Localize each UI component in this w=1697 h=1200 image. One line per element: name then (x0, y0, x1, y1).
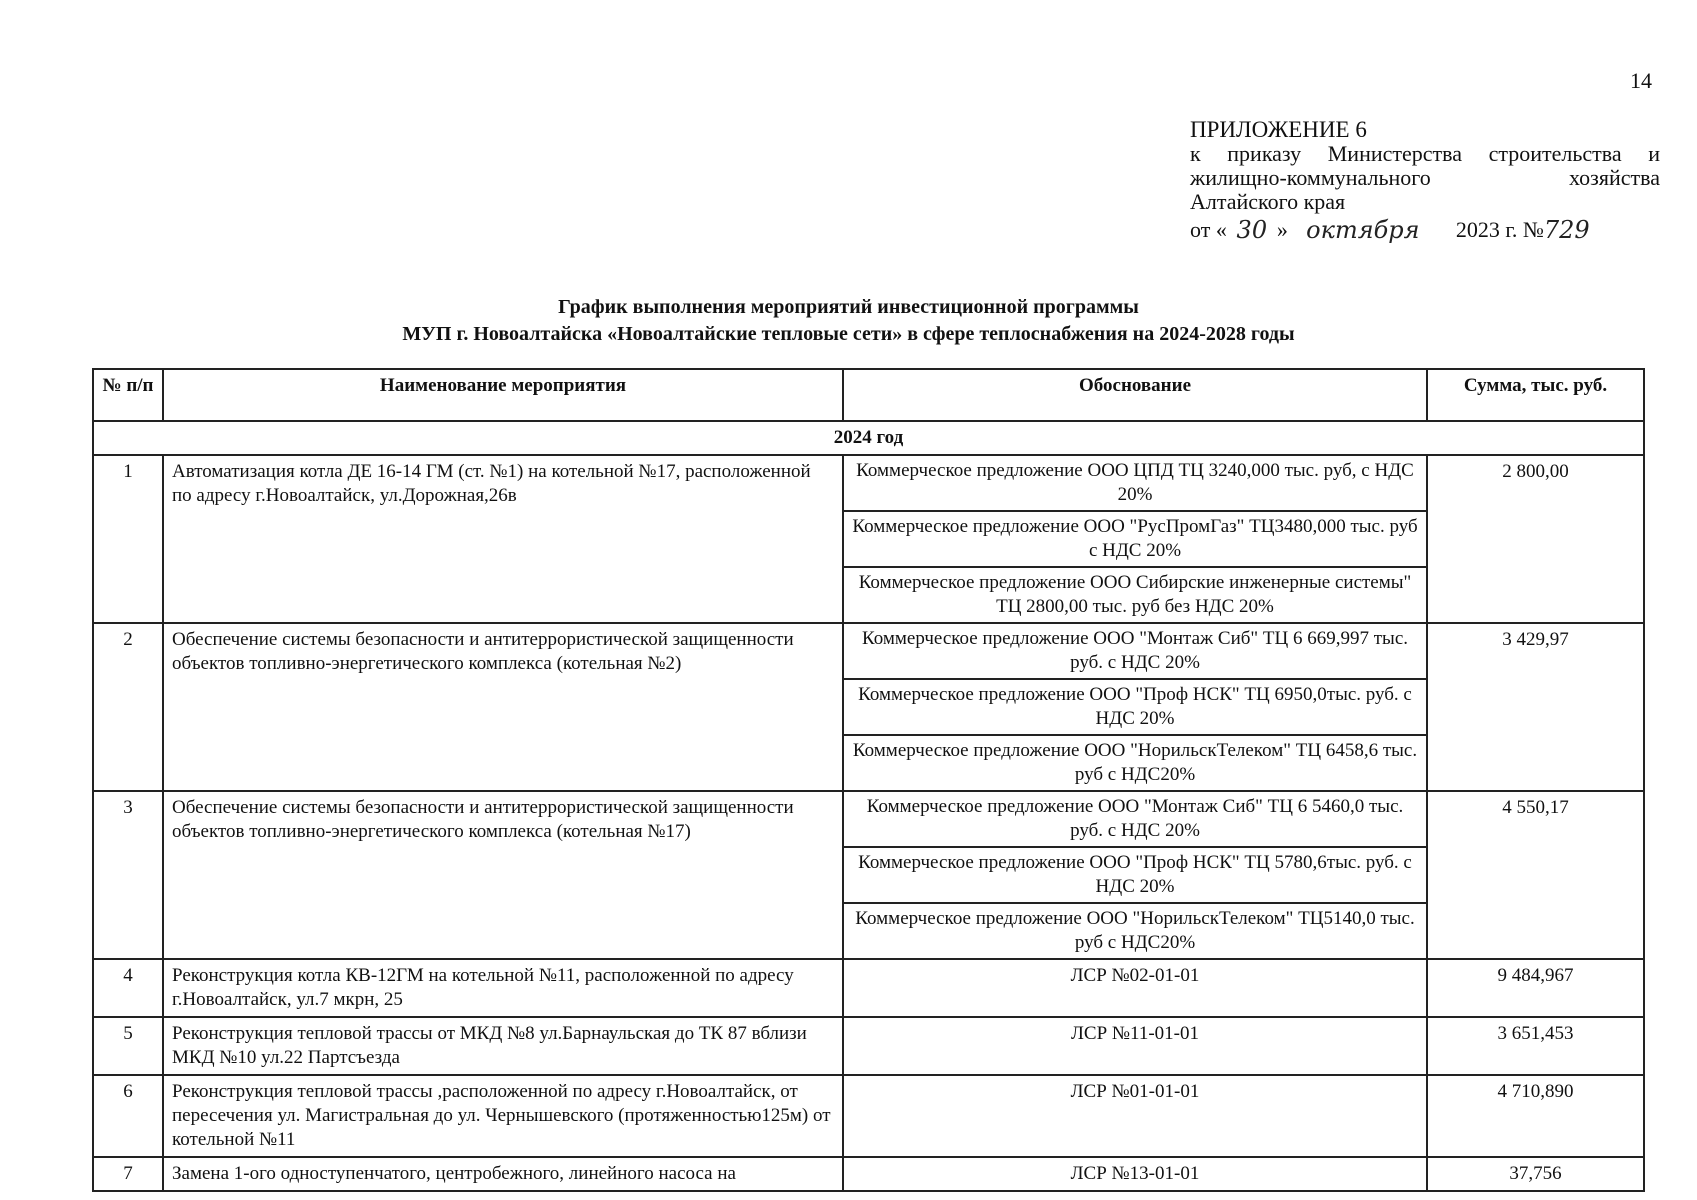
date-day-handwritten: 30 (1236, 216, 1268, 244)
table-row (93, 623, 1644, 791)
table-header-row (93, 369, 1644, 421)
row-basis: ЛСР №13-01-01 (843, 1157, 1427, 1191)
year-label: 2024 год (93, 421, 1644, 455)
appendix-line-3: Алтайского края (1190, 189, 1346, 214)
table-row (93, 1157, 1644, 1191)
page-number: 14 (1630, 68, 1652, 93)
date-prefix: от « (1190, 217, 1227, 242)
appendix-line-1: к приказу Министерства строительства и (1190, 141, 1660, 166)
header-sum: Сумма, тыс. руб. (1427, 369, 1644, 421)
header-name: Наименование мероприятия (163, 369, 843, 421)
row-sum: 3 651,453 (1427, 1017, 1644, 1075)
date-mid: » (1276, 217, 1288, 242)
row-name: Реконструкция тепловой трассы от МКД №8 ул.Барнаульская до ТК 87 вблизи МКД №10 ул.22 Партсъезда (163, 1017, 843, 1075)
basis-item: Коммерческое предложение ООО "НорильскТелеком" ТЦ 6458,6 тыс. руб с НДС20% (852, 740, 1418, 785)
basis-item: Коммерческое предложение ООО "НорильскТелеком" ТЦ5140,0 тыс. руб с НДС20% (855, 908, 1415, 953)
appendix-title: ПРИЛОЖЕНИЕ 6 (1190, 117, 1367, 142)
row-basis: ЛСР №02-01-01 (843, 959, 1427, 1017)
header-num: № п/п (93, 369, 163, 421)
row-sum: 3 429,97 (1427, 623, 1644, 791)
order-date-line (1190, 218, 1660, 242)
row-num: 1 (93, 455, 163, 623)
header-basis: Обоснование (843, 369, 1427, 421)
basis-item: Коммерческое предложение ООО "Проф НСК" ТЦ 6950,0тыс. руб. с НДС 20% (844, 680, 1426, 736)
row-name: Реконструкция котла КВ-12ГМ на котельной №11, расположенной по адресу г.Новоалтайск, ул.7 мкрн, 25 (163, 959, 843, 1017)
row-name: Замена 1-ого одноступенчатого, центробежного, линейного насоса на (163, 1157, 843, 1191)
row-name: Обеспечение системы безопасности и антитеррористической защищенности объектов топливно-энергетического комплекса (котельная №17) (163, 791, 843, 959)
basis-item: Коммерческое предложение ООО "Монтаж Сиб" ТЦ 6 5460,0 тыс. руб. с НДС 20% (844, 792, 1426, 848)
schedule-table (92, 368, 1645, 1192)
order-number-handwritten: 729 (1543, 216, 1590, 244)
document-title (0, 294, 1697, 348)
row-num: 6 (93, 1075, 163, 1157)
table-row (93, 1075, 1644, 1157)
basis-item: Коммерческое предложение ООО "Проф НСК" ТЦ 5780,6тыс. руб. с НДС 20% (844, 848, 1426, 904)
row-sum: 4 550,17 (1427, 791, 1644, 959)
row-num: 3 (93, 791, 163, 959)
row-basis (843, 791, 1427, 959)
date-year: 2023 г. № (1455, 217, 1544, 242)
row-basis: ЛСР №11-01-01 (843, 1017, 1427, 1075)
row-basis (843, 455, 1427, 623)
row-name: Реконструкция тепловой трассы ,расположенной по адресу г.Новоалтайск, от пересечения ул. Магистральная до ул. Чернышевского (протяженностью125м) от котельной №11 (163, 1075, 843, 1157)
basis-item: Коммерческое предложение ООО ЦПД ТЦ 3240,000 тыс. руб, с НДС 20% (844, 456, 1426, 512)
row-num: 2 (93, 623, 163, 791)
row-num: 4 (93, 959, 163, 1017)
basis-item: Коммерческое предложение ООО Сибирские инженерные системы" ТЦ 2800,00 тыс. руб без НДС 20% (858, 572, 1412, 617)
appendix-line-2: жилищно-коммунального хозяйства (1190, 165, 1660, 190)
basis-item: Коммерческое предложение ООО "РусПромГаз" ТЦ3480,000 тыс. руб с НДС 20% (844, 512, 1426, 568)
basis-item: Коммерческое предложение ООО "Монтаж Сиб" ТЦ 6 669,997 тыс. руб. с НДС 20% (844, 624, 1426, 680)
year-row (93, 421, 1644, 455)
appendix-block (1190, 118, 1660, 242)
table-row (93, 1017, 1644, 1075)
table-row (93, 959, 1644, 1017)
row-sum: 9 484,967 (1427, 959, 1644, 1017)
row-basis (843, 623, 1427, 791)
row-num: 7 (93, 1157, 163, 1191)
document-title-line-2: МУП г. Новоалтайска «Новоалтайские тепловые сети» в сфере теплоснабжения на 2024-2028 годы (402, 323, 1295, 345)
row-basis: ЛСР №01-01-01 (843, 1075, 1427, 1157)
row-sum: 4 710,890 (1427, 1075, 1644, 1157)
table-row (93, 791, 1644, 959)
row-sum: 2 800,00 (1427, 455, 1644, 623)
table-row (93, 455, 1644, 623)
row-name: Автоматизация котла ДЕ 16-14 ГМ (ст. №1) на котельной №17, расположенной по адресу г.Новоалтайск, ул.Дорожная,26в (163, 455, 843, 623)
row-name: Обеспечение системы безопасности и антитеррористической защищенности объектов топливно-энергетического комплекса (котельная №2) (163, 623, 843, 791)
row-sum: 37,756 (1427, 1157, 1644, 1191)
date-month-handwritten: октября (1306, 216, 1420, 244)
document-title-line-1: График выполнения мероприятий инвестиционной программы (558, 296, 1139, 318)
row-num: 5 (93, 1017, 163, 1075)
